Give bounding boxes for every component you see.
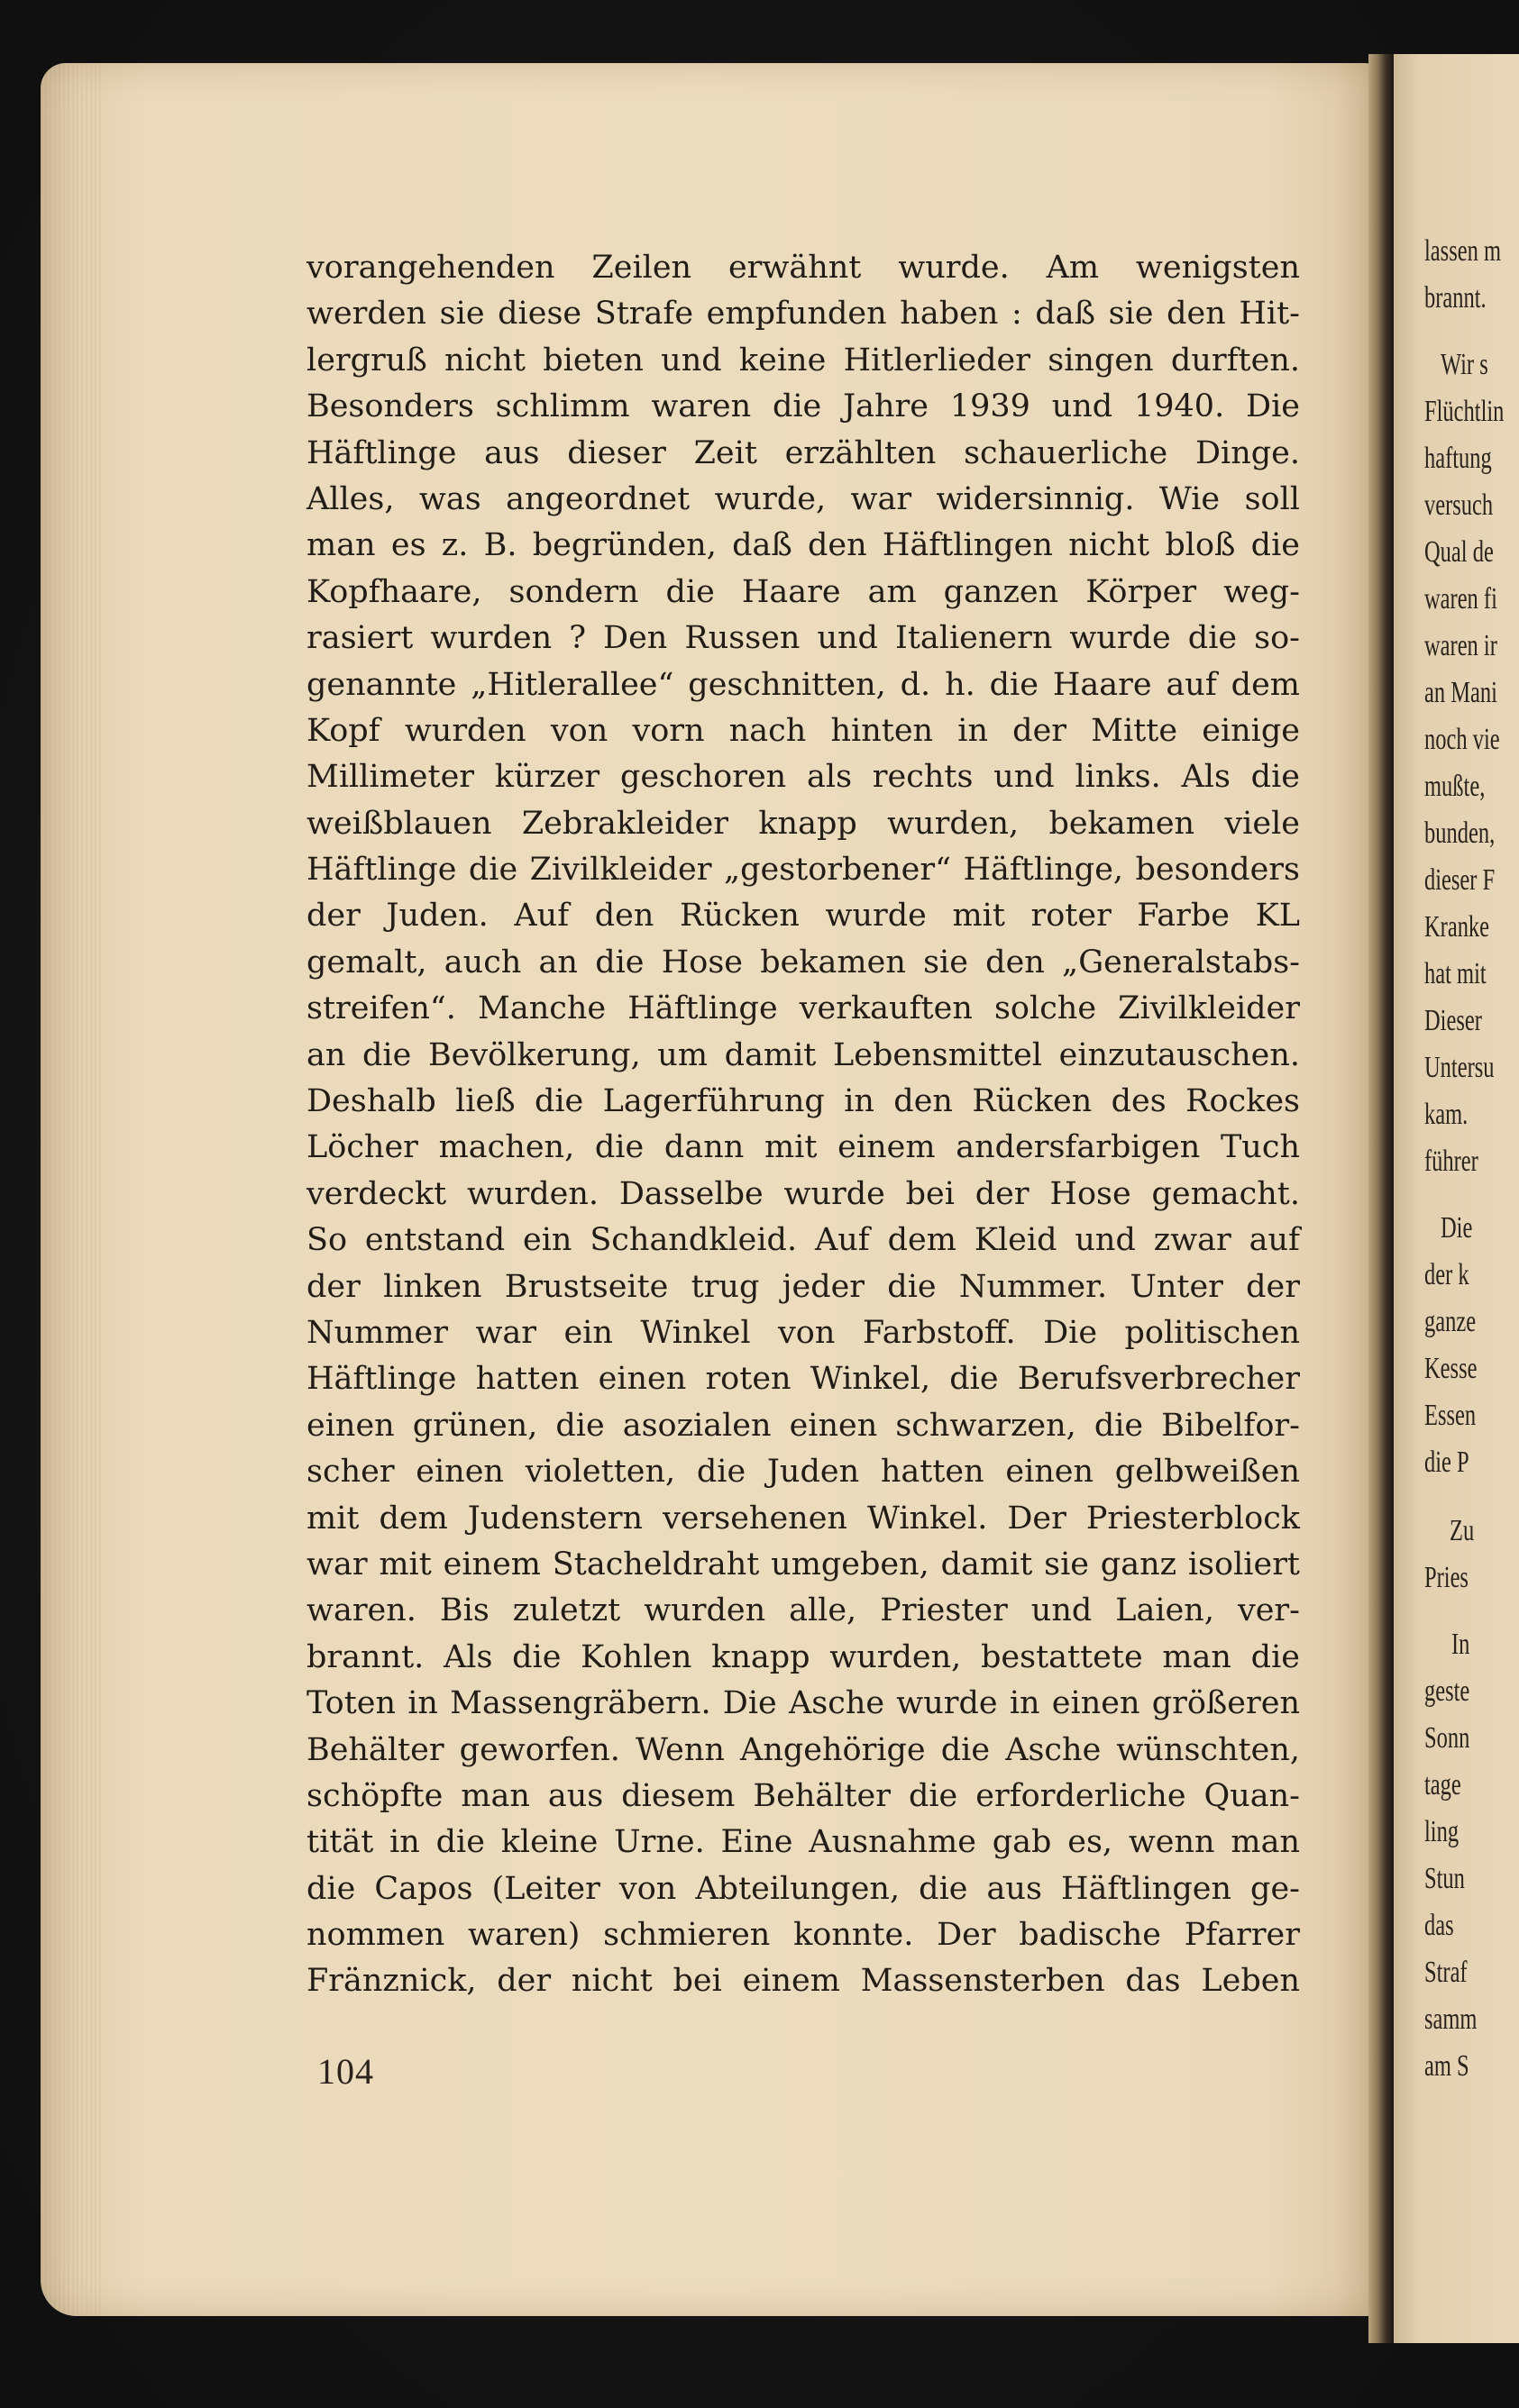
- next-page-line: haftung: [1424, 442, 1492, 475]
- text-line: Toten in Massengräbern. Die Asche wurde in einen größeren: [307, 1685, 1300, 1722]
- next-page-line: In: [1451, 1628, 1470, 1661]
- text-line: Besonders schlimm waren die Jahre 1939 und 1940. Die: [307, 388, 1300, 425]
- text-line: scher einen violetten, die Juden hatten einen gelbweißen: [307, 1454, 1300, 1491]
- text-line: Kopfhaare, sondern die Haare am ganzen Körper weg-: [307, 573, 1300, 610]
- right-page-edge: [1394, 54, 1519, 2343]
- next-page-line: an Mani: [1424, 676, 1497, 709]
- text-line: werden sie diese Strafe empfunden haben : daß sie den Hit-: [307, 296, 1300, 333]
- page-number: 104: [317, 2051, 374, 2092]
- text-line: streifen“. Manche Häftlinge verkauften solche Zivilkleider: [307, 990, 1300, 1027]
- next-page-line: Kranke: [1424, 910, 1490, 944]
- next-page-line: lassen m: [1424, 234, 1501, 268]
- next-page-line: Qual de: [1424, 535, 1494, 569]
- next-page-line: Kesse: [1424, 1352, 1478, 1385]
- text-line: schöpfte man aus diesem Behälter die erforderliche Quan-: [307, 1777, 1300, 1814]
- text-line: tität in die kleine Urne. Eine Ausnahme gab es, wenn man: [307, 1824, 1300, 1861]
- text-line: Häftlinge die Zivilkleider „gestorbener“ Häftlinge, besonders: [307, 852, 1300, 889]
- text-line: genannte „Hitlerallee“ geschnitten, d. h. die Haare auf dem: [307, 666, 1300, 703]
- next-page-line: noch vie: [1424, 723, 1500, 756]
- text-line: Millimeter kürzer geschoren als rechts und links. Als die: [307, 759, 1300, 796]
- next-page-line: tage: [1424, 1768, 1461, 1801]
- text-line: rasiert wurden ? Den Russen und Italienern wurde die so-: [307, 620, 1300, 657]
- text-line: der Juden. Auf den Rücken wurde mit roter Farbe KL: [307, 898, 1300, 935]
- next-page-line: ling: [1424, 1815, 1460, 1848]
- text-line: Behälter geworfen. Wenn Angehörige die Asche wünschten,: [307, 1731, 1300, 1768]
- next-page-line: brannt.: [1424, 281, 1487, 315]
- next-page-line: Dieser: [1424, 1004, 1482, 1037]
- text-line: Löcher machen, die dann mit einem andersfarbigen Tuch: [307, 1129, 1300, 1166]
- next-page-line: hat mit: [1424, 957, 1487, 990]
- next-page-line: versuch: [1424, 488, 1494, 522]
- next-page-line: Zu: [1450, 1514, 1475, 1547]
- next-page-line: Straf: [1424, 1956, 1468, 1989]
- text-line: einen grünen, die asozialen einen schwarzen, die Bibelfor-: [307, 1407, 1300, 1444]
- text-line: waren. Bis zuletzt wurden alle, Priester und Laien, ver-: [307, 1592, 1300, 1629]
- text-line: Deshalb ließ die Lagerführung in den Rücken des Rockes: [307, 1083, 1300, 1120]
- next-page-line: waren fi: [1424, 582, 1497, 616]
- text-line: Häftlinge aus dieser Zeit erzählten schauerliche Dinge.: [307, 434, 1300, 471]
- book-gutter: [1368, 54, 1394, 2343]
- text-line: Fränznick, der nicht bei einem Massensterben das Leben: [307, 1963, 1300, 2000]
- text-line: an die Bevölkerung, um damit Lebensmittel einzutauschen.: [307, 1036, 1300, 1073]
- next-page-line: Die: [1441, 1211, 1473, 1245]
- next-page-line: der k: [1424, 1258, 1469, 1291]
- next-page-line: geste: [1424, 1674, 1470, 1708]
- next-page-line: bunden,: [1424, 816, 1496, 850]
- text-line: der linken Brustseite trug jeder die Nummer. Unter der: [307, 1268, 1300, 1305]
- text-line: nommen waren) schmieren konnte. Der badische Pfarrer: [307, 1917, 1300, 1954]
- next-page-line: Stun: [1424, 1862, 1465, 1895]
- text-line: die Capos (Leiter von Abteilungen, die aus Häftlingen ge-: [307, 1870, 1300, 1907]
- next-page-line: waren ir: [1424, 629, 1497, 662]
- text-line: Häftlinge hatten einen roten Winkel, die Berufsverbrecher: [307, 1361, 1300, 1398]
- next-page-line: Wir s: [1441, 348, 1488, 381]
- next-page-line: ganze: [1424, 1305, 1477, 1338]
- text-line: Kopf wurden von vorn nach hinten in der Mitte einige: [307, 712, 1300, 749]
- next-page-line: am S: [1424, 2049, 1469, 2083]
- next-page-line: samm: [1424, 2002, 1478, 2036]
- text-line: mit dem Judenstern versehenen Winkel. Der Priesterblock: [307, 1500, 1300, 1537]
- text-line: verdeckt wurden. Dasselbe wurde bei der Hose gemacht.: [307, 1175, 1300, 1212]
- text-line: lergruß nicht bieten und keine Hitlerlieder singen durften.: [307, 342, 1300, 379]
- next-page-line: Pries: [1424, 1561, 1469, 1594]
- next-page-line: Untersu: [1424, 1051, 1495, 1084]
- text-line: man es z. B. begründen, daß den Häftlingen nicht bloß die: [307, 527, 1300, 564]
- body-text: [307, 245, 1300, 2005]
- next-page-line: Sonn: [1424, 1721, 1470, 1755]
- text-line: Nummer war ein Winkel von Farbstoff. Die politischen: [307, 1314, 1300, 1351]
- next-page-line: Flüchtlin: [1424, 395, 1505, 428]
- text-line: war mit einem Stacheldraht umgeben, damit sie ganz isoliert: [307, 1546, 1300, 1583]
- next-page-line: kam.: [1424, 1098, 1469, 1131]
- text-line: weißblauen Zebrakleider knapp wurden, bekamen viele: [307, 805, 1300, 842]
- next-page-line: Essen: [1424, 1399, 1477, 1432]
- text-line: gemalt, auch an die Hose bekamen sie den „Generalstabs-: [307, 944, 1300, 981]
- next-page-line: die P: [1424, 1446, 1469, 1479]
- text-line: So entstand ein Schandkleid. Auf dem Kleid und zwar auf: [307, 1222, 1300, 1259]
- next-page-line: dieser F: [1424, 863, 1496, 897]
- next-page-line: mußte,: [1424, 770, 1486, 803]
- next-page-line: das: [1424, 1909, 1454, 1942]
- next-page-line: führer: [1424, 1145, 1478, 1178]
- text-line: vorangehenden Zeilen erwähnt wurde. Am wenigsten: [307, 250, 1300, 286]
- text-line: Alles, was angeordnet wurde, war widersinnig. Wie soll: [307, 480, 1300, 517]
- text-line: brannt. Als die Kohlen knapp wurden, bestattete man die: [307, 1638, 1300, 1675]
